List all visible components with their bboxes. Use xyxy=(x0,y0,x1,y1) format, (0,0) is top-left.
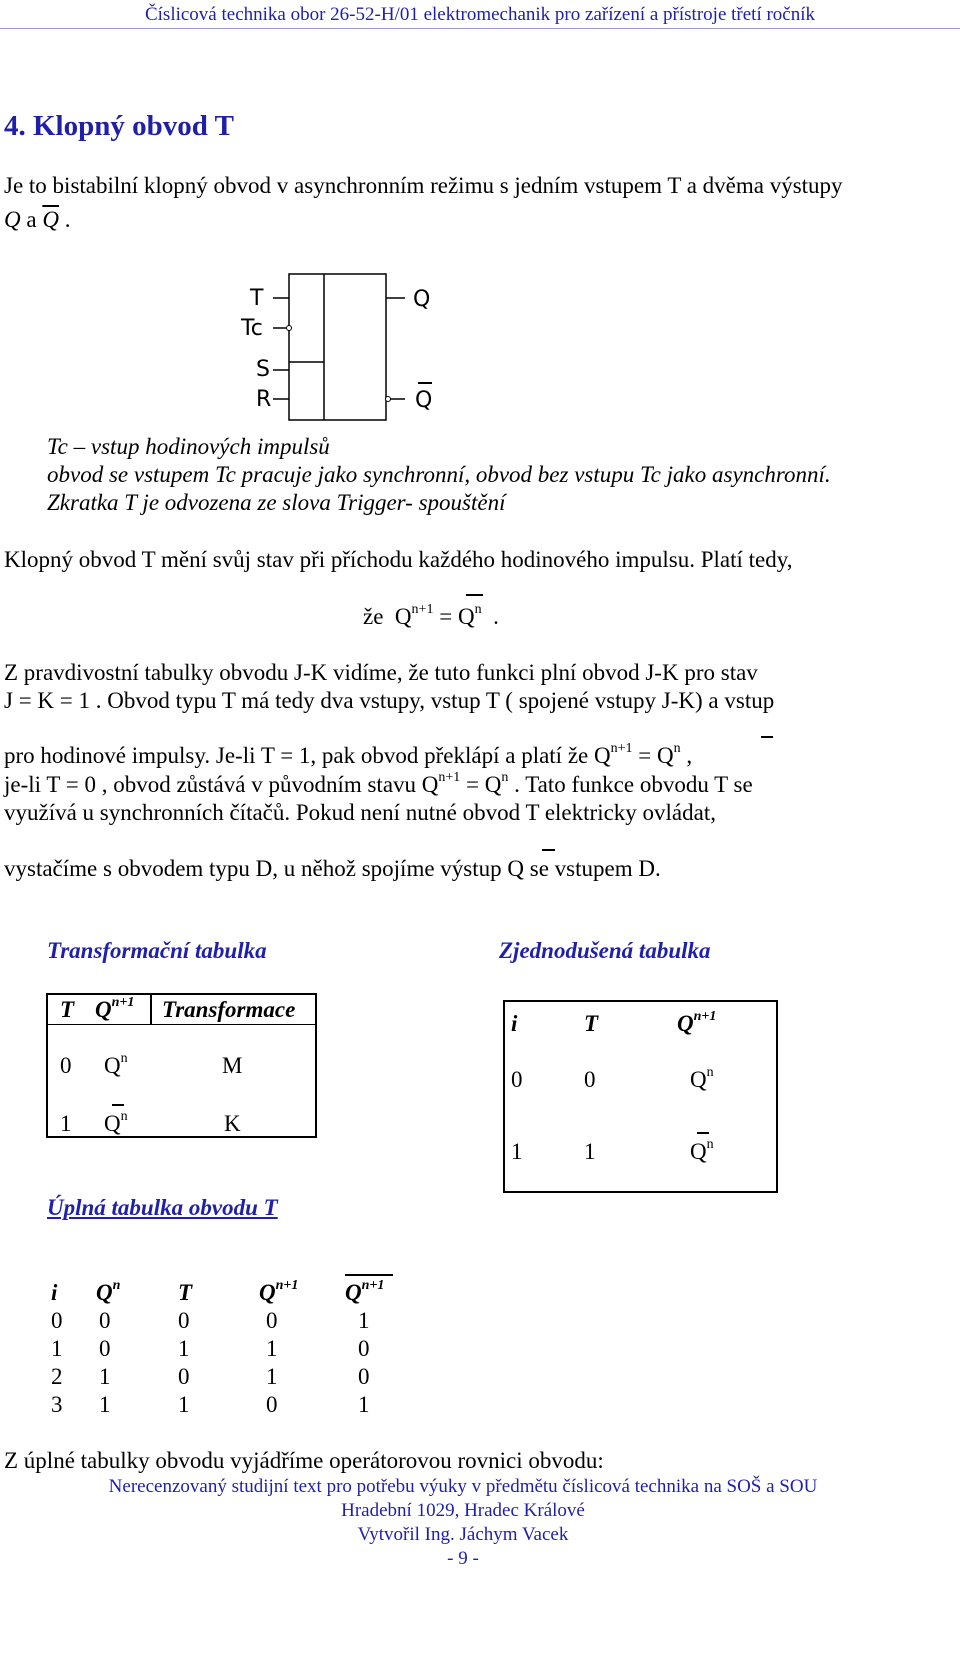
full-r3-c2: 1 xyxy=(178,1392,190,1417)
transform-row0-q: $Q^n$ xyxy=(104,1051,128,1078)
full-r0-c1: 0 xyxy=(99,1308,111,1333)
simple-row1-q: $Q^n$ xyxy=(690,1137,714,1164)
simple-header-i: i xyxy=(511,1011,518,1036)
para-d-overline xyxy=(542,849,555,851)
intro-line: Je to bistabilní klopný obvod v asynchronním režimu s jedním vstupem T a dvěma výstupy xyxy=(4,173,843,198)
footer-line-2: Hradební 1029, Hradec Králové xyxy=(341,1500,585,1521)
note-sync: obvod se vstupem Tc pracuje jako synchronní, obvod bez vstupu Tc jako asynchronní. xyxy=(47,462,831,487)
full-table-title: Úplná tabulka obvodu T xyxy=(47,1195,278,1220)
full-r2-c3: 1 xyxy=(266,1364,278,1389)
transform-header-transformace: Transformace xyxy=(162,997,296,1022)
eq1-overline xyxy=(466,594,483,596)
full-r2-c2: 0 xyxy=(178,1364,190,1389)
full-r0-c3: 0 xyxy=(266,1308,278,1333)
full-header-overline xyxy=(345,1274,393,1276)
full-header-i: i xyxy=(51,1280,58,1305)
closing-line: Z úplné tabulky obvodu vyjádříme operátorovou rovnici obvodu: xyxy=(4,1448,604,1473)
transform-header-t: T xyxy=(60,997,75,1022)
transform-row0-t: 0 xyxy=(60,1053,72,1078)
para-counters: využívá u synchronních čítačů. Pokud není nutné obvod T elektricky ovládat, xyxy=(4,800,716,825)
footer-line-1: Nerecenzovaný studijní text pro potřebu výuky v předmětu číslicová technika na SOŠ a SOU xyxy=(108,1476,818,1497)
simple-row0-t: 0 xyxy=(584,1067,596,1092)
transform-table-title: Transformační tabulka xyxy=(47,938,267,963)
simple-row1-t: 1 xyxy=(584,1139,596,1164)
note-tc: Tc – vstup hodinových impulsů xyxy=(47,434,330,459)
transform-row1-overline xyxy=(112,1104,124,1106)
full-r0-c2: 0 xyxy=(178,1308,190,1333)
full-r2-c1: 1 xyxy=(99,1364,111,1389)
transform-row1-tr: K xyxy=(224,1111,241,1136)
para-t0: je-li T = 0 , obvod zůstává v původním stavu $Q^{n+1} = Q^n$ . Tato funkce obvodu T se xyxy=(4,770,753,797)
full-r3-c0: 3 xyxy=(51,1392,63,1417)
para-jk-2: J = K = 1 . Obvod typu T má tedy dva vstupy, vstup T ( spojené vstupy J-K) a vstup xyxy=(4,688,775,713)
full-r0-c0: 0 xyxy=(51,1308,63,1333)
para-t1: pro hodinové impulsy. Je-li T = 1, pak obvod překlápí a platí že $Q^{n+1} = Q^n$ , xyxy=(4,741,693,768)
simple-row1-overline xyxy=(697,1132,709,1134)
full-r3-c1: 1 xyxy=(99,1392,111,1417)
footer-line-3: Vytvořil Ing. Jáchym Vacek xyxy=(357,1524,569,1545)
full-r1-c1: 0 xyxy=(99,1336,111,1361)
transform-row1-t: 1 xyxy=(60,1111,72,1136)
simple-row0-i: 0 xyxy=(511,1067,523,1092)
full-header-qn1-neg: $Q^{n+1}$ xyxy=(345,1278,385,1305)
para-state-change: Klopný obvod T mění svůj stav při příchodu každého hodinového impulsu. Platí tedy, xyxy=(4,547,793,572)
transform-header-q: $Q^{n+1}$ xyxy=(95,995,135,1022)
full-r1-c2: 1 xyxy=(178,1336,190,1361)
full-header-qn1: $Q^{n+1}$ xyxy=(259,1278,299,1305)
output-q-label: Q xyxy=(413,287,431,312)
full-r0-c4: 1 xyxy=(358,1308,370,1333)
full-r1-c0: 1 xyxy=(51,1336,63,1361)
input-r-label: R xyxy=(256,387,272,412)
intro-outputs: Q a $\overline{Q}$ . xyxy=(4,207,71,232)
full-r2-c4: 0 xyxy=(358,1364,370,1389)
page-header: Číslicová technika obor 26-52-H/01 elektromechanik pro zařízení a přístroje třetí ročník xyxy=(144,4,816,25)
full-r3-c4: 1 xyxy=(358,1392,370,1417)
output-qbar: $\overline{Q}$ xyxy=(42,207,59,232)
para-t1-overline xyxy=(761,736,773,738)
full-r3-c3: 0 xyxy=(266,1392,278,1417)
simple-row0-q: $Q^n$ xyxy=(690,1065,714,1092)
output-qbar-label: Q xyxy=(415,388,433,413)
simple-table-title: Zjednodušená tabulka xyxy=(499,938,711,963)
transform-row0-tr: M xyxy=(222,1053,243,1078)
input-t-label: T xyxy=(250,286,264,311)
note-trigger: Zkratka T je odvozena ze slova Trigger- spouštění xyxy=(47,490,506,515)
qbar-overline xyxy=(418,382,432,384)
simple-header-q: $Q^{n+1}$ xyxy=(677,1009,717,1036)
simple-header-t: T xyxy=(584,1011,599,1036)
full-header-t: T xyxy=(178,1280,193,1305)
full-r2-c0: 2 xyxy=(51,1364,63,1389)
input-tc-label: Tc xyxy=(241,316,263,341)
page-number: - 9 - xyxy=(447,1548,479,1569)
transform-row1-q: $Q^n$ xyxy=(104,1109,128,1136)
simple-row1-i: 1 xyxy=(511,1139,523,1164)
full-r1-c3: 1 xyxy=(266,1336,278,1361)
equation-toggle: že $Q^{n+1} = Q^n$ . xyxy=(363,602,499,629)
full-r1-c4: 0 xyxy=(358,1336,370,1361)
output-q: Q xyxy=(4,207,21,232)
input-s-label: S xyxy=(256,357,270,382)
full-header-qn: $Q^n$ xyxy=(96,1278,121,1305)
para-jk-1: Z pravdivostní tabulky obvodu J-K vidíme, že tuto funkci plní obvod J-K pro stav xyxy=(4,660,758,685)
para-d-type: vystačíme s obvodem typu D, u něhož spojíme výstup Q se vstupem D. xyxy=(4,856,661,881)
section-heading: 4. Klopný obvod T xyxy=(4,110,234,142)
